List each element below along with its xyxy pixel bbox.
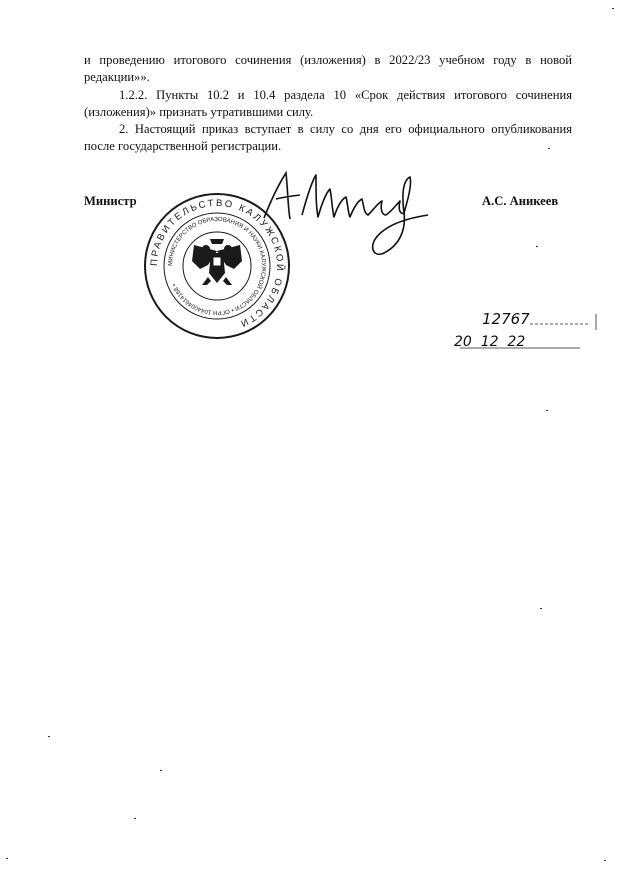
scan-speck xyxy=(536,246,538,247)
handwritten-signature xyxy=(252,163,442,263)
scan-speck xyxy=(612,8,614,9)
scan-speck xyxy=(604,860,606,861)
registration-stamp xyxy=(440,300,610,360)
scan-speck xyxy=(540,608,542,609)
registration-number: 12767 xyxy=(482,310,530,328)
svg-text:ПРАВИТЕЛЬСТВО КАЛУЖСКОЙ ОБЛАСТ: ПРАВИТЕЛЬСТВО КАЛУЖСКОЙ ОБЛАСТИ xyxy=(148,197,286,330)
paragraph-clause-2: 2. Настоящий приказ вступает в силу со дня его официального опубликования после государственной регистрации. xyxy=(84,122,572,153)
scan-speck xyxy=(548,148,550,149)
scan-speck xyxy=(48,736,50,737)
signatory-name: А.С. Аникеев xyxy=(482,194,559,208)
paragraph-clause-1-2-2: 1.2.2. Пункты 10.2 и 10.4 раздела 10 «Срок действия итогового сочинения (изложения)» признать утратившими силу. xyxy=(84,88,572,119)
scan-speck xyxy=(160,770,162,771)
signatory-title: Министр xyxy=(84,194,137,208)
svg-text:МИНИСТЕРСТВО ОБРАЗОВАНИЯ И НАУ: МИНИСТЕРСТВО ОБРАЗОВАНИЯ И НАУКИ КАЛУЖСКОЙ ОБЛАСТИ • ОГРН 1044004614168 • xyxy=(167,216,267,316)
registration-date: 20 12 22 xyxy=(454,334,526,350)
double-headed-eagle-icon xyxy=(192,239,242,285)
scan-speck xyxy=(134,818,136,819)
scan-speck xyxy=(546,410,548,411)
scan-speck xyxy=(6,858,8,859)
paragraph-continuation: и проведению итогового сочинения (изложения) в 2022/23 учебном году в новой редакции»». xyxy=(84,53,572,84)
